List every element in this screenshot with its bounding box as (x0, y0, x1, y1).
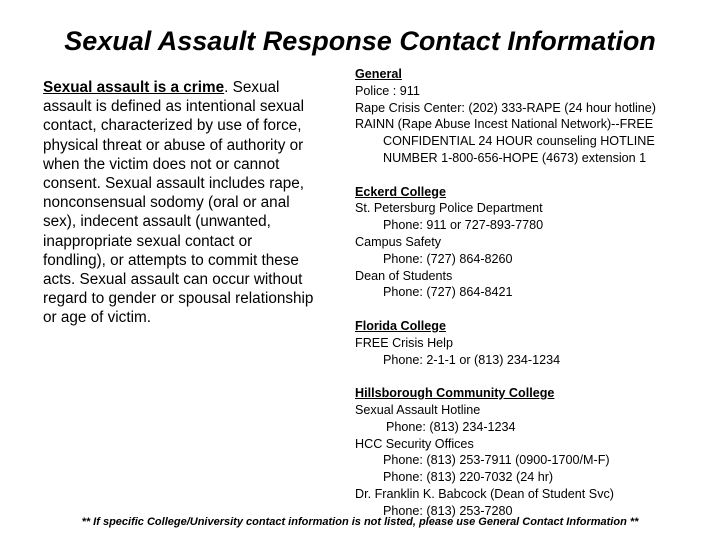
section-heading-hcc: Hillsborough Community College (355, 386, 555, 401)
page-title: Sexual Assault Response Contact Information (64, 26, 656, 56)
section-heading-general: General (355, 67, 402, 81)
contact-name: St. Petersburg Police Department (355, 201, 543, 216)
contact-phone: Phone: 2-1-1 or (813) 234-1234 (383, 352, 561, 367)
contact-name: Dean of Students (355, 268, 453, 283)
section-heading-florida: Florida College (355, 318, 446, 333)
contact-name: FREE Crisis Help (355, 335, 453, 350)
contact-rainn-cont: CONFIDENTIAL 24 HOUR counseling HOTLINE (383, 134, 655, 149)
contact-name: Sexual Assault Hotline (355, 402, 481, 417)
contact-name: Campus Safety (355, 234, 442, 249)
contacts-column (355, 66, 705, 520)
contact-rainn-cont: NUMBER 1-800-656-HOPE (4673) extension 1 (383, 150, 647, 165)
definition-lead: Sexual assault is a crime (43, 79, 225, 96)
definition-body: . Sexual assault is defined as intentional sexual contact, characterized by use of force, physical threat or abuse of authority or when the victim does not or cannot consent. Sexual assault includes rape, nonconsensual sodomy (oral or anal sex), indecent assault (unwanted, inappropriate sexual contact or fondling), or attempts to commit these acts. Sexual assault can occur without regard to gender or spousal relationship or age of victim. (43, 79, 314, 327)
contact-phone: Phone: (727) 864-8421 (383, 285, 513, 300)
contact-phone: Phone: (813) 253-7911 (0900-1700/M-F) (383, 453, 610, 468)
contact-name: HCC Security Offices (355, 436, 474, 451)
contact-rape-crisis: Rape Crisis Center: (202) 333-RAPE (24 hour hotline) (355, 100, 656, 115)
contact-phone: Phone: (727) 864-8260 (383, 251, 513, 266)
contact-phone: Phone: (813) 253-7280 (383, 503, 513, 518)
contact-phone: Phone: (813) 220-7032 (24 hr) (383, 470, 554, 485)
section-heading-eckerd: Eckerd College (355, 184, 446, 199)
contact-phone: Phone: 911 or 727-893-7780 (383, 218, 544, 233)
contact-police: Police : 911 (355, 83, 420, 98)
definition-paragraph (43, 78, 318, 328)
contact-phone: Phone: (813) 234-1234 (386, 419, 516, 434)
contact-name: Dr. Franklin K. Babcock (Dean of Student Svc) (355, 486, 614, 501)
footer-note: ** If specific College/University contact information is not listed, please use General Contact Information ** (81, 516, 639, 528)
contact-rainn: RAINN (Rape Abuse Incest National Network)--FREE (355, 117, 654, 132)
